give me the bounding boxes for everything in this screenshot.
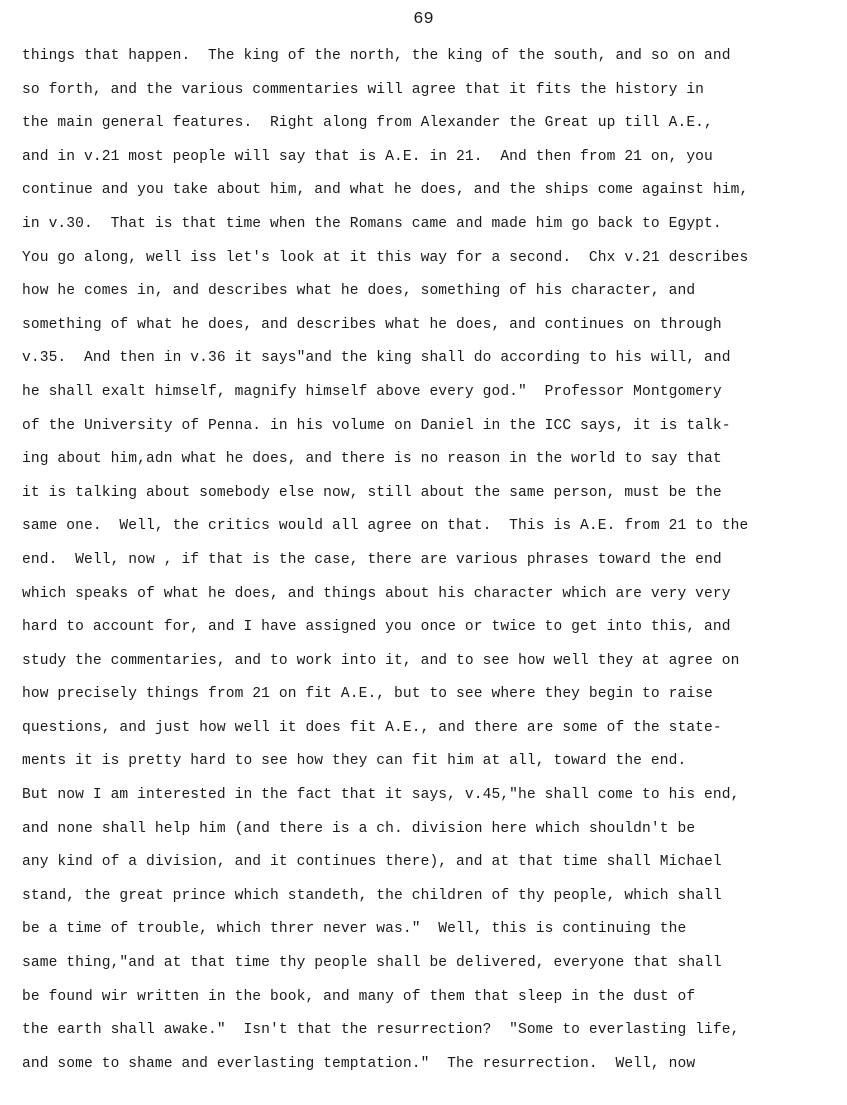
text-line: same thing,"and at that time thy people shall be delivered, everyone that shall xyxy=(22,955,722,972)
text-line: be a time of trouble, which threr never was." Well, this is continuing the xyxy=(22,921,687,938)
text-line: any kind of a division, and it continues there), and at that time shall Michael xyxy=(22,854,722,871)
text-line: ments it is pretty hard to see how they can fit him at all, toward the end. xyxy=(22,753,687,770)
page-number: 69 xyxy=(413,10,434,29)
text-line: You go along, well iss let's look at it this way for a second. Chx v.21 describes xyxy=(22,249,749,266)
text-line: how precisely things from 21 on fit A.E., but to see where they begin to raise xyxy=(22,686,713,703)
text-line: v.35. And then in v.36 it says"and the king shall do according to his will, and xyxy=(22,350,731,367)
text-line: he shall exalt himself, magnify himself above every god." Professor Montgomery xyxy=(22,383,722,400)
text-line: of the University of Penna. in his volume on Daniel in the ICC says, it is talk- xyxy=(22,417,731,434)
text-line: things that happen. The king of the north, the king of the south, and so on and xyxy=(22,48,731,64)
text-line: in v.30. That is that time when the Romans came and made him go back to Egypt. xyxy=(22,215,722,232)
text-line: hard to account for, and I have assigned you once or twice to get into this, and xyxy=(22,619,731,636)
text-line: which speaks of what he does, and things about his character which are very very xyxy=(22,585,731,602)
text-line: be found wir written in the book, and many of them that sleep in the dust of xyxy=(22,988,696,1005)
text-line: the main general features. Right along from Alexander the Great up till A.E., xyxy=(22,115,713,132)
text-line: ing about him,adn what he does, and there is no reason in the world to say that xyxy=(22,451,722,468)
text-line: something of what he does, and describes what he does, and continues on through xyxy=(22,316,722,333)
text-line: stand, the great prince which standeth, the children of thy people, which shall xyxy=(22,887,722,904)
text-line: so forth, and the various commentaries will agree that it fits the history in xyxy=(22,81,705,98)
text-line: But now I am interested in the fact that it says, v.45,"he shall come to his end, xyxy=(22,787,740,804)
text-line: the earth shall awake." Isn't that the resurrection? "Some to everlasting life, xyxy=(22,1022,740,1039)
text-line: questions, and just how well it does fit A.E., and there are some of the state- xyxy=(22,719,722,736)
text-line: and none shall help him (and there is a ch. division here which shouldn't be xyxy=(22,820,696,837)
text-line: and in v.21 most people will say that is A.E. in 21. And then from 21 on, you xyxy=(22,148,713,165)
text-line: continue and you take about him, and what he does, and the ships come against him, xyxy=(22,182,749,199)
text-line: and some to shame and everlasting temptation." The resurrection. Well, now xyxy=(22,1055,696,1072)
text-line: study the commentaries, and to work into it, and to see how well they at agree on xyxy=(22,652,740,669)
text-line: how he comes in, and describes what he does, something of his character, and xyxy=(22,283,696,300)
typed-body-text xyxy=(22,40,847,1081)
text-line: end. Well, now , if that is the case, there are various phrases toward the end xyxy=(22,551,722,568)
text-line: it is talking about somebody else now, still about the same person, must be the xyxy=(22,484,722,501)
text-line: same one. Well, the critics would all agree on that. This is A.E. from 21 to the xyxy=(22,518,749,535)
